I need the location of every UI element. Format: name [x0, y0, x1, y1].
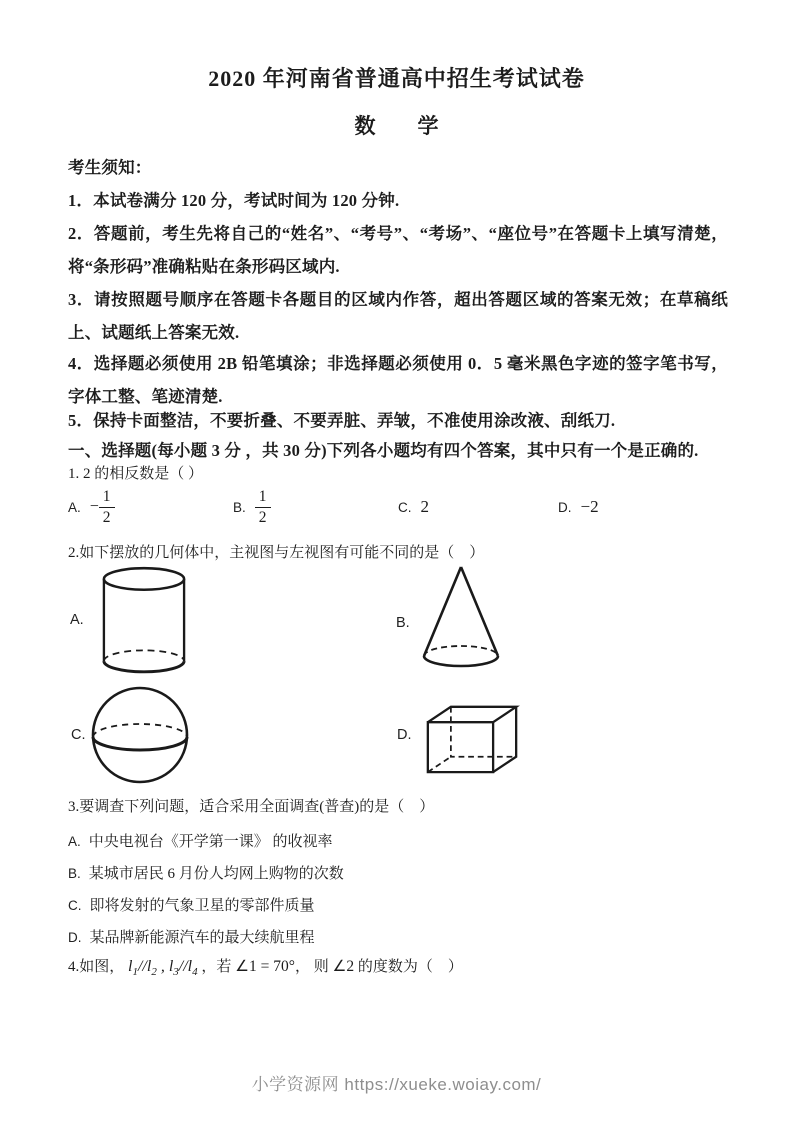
cuboid-figure: [424, 701, 520, 776]
q3-option-d: [68, 926, 315, 947]
q3-option-b: [68, 862, 344, 883]
q1-option-b-value: [255, 488, 271, 527]
fraction-denominator: 2: [258, 508, 267, 526]
q3-option-b-label: B.: [68, 866, 81, 881]
q1-option-d-value: −2: [580, 497, 599, 516]
notice-item-1: 1．本试卷满分 120 分，考试时间为 120 分钟.: [68, 191, 400, 210]
q3-option-c-label: C.: [68, 898, 82, 913]
question-4-text: [68, 956, 748, 983]
q3-option-c: [68, 894, 315, 915]
notice-heading: 考生须知：: [68, 158, 152, 177]
minus-sign: −: [89, 498, 99, 515]
question-1-text: 1. 2 的相反数是（ ）: [68, 466, 204, 482]
q3-option-a-text: 中央电视台《开学第一课》 的收视率: [88, 834, 333, 850]
q4-angle2: ∠2: [332, 958, 355, 975]
fraction-denominator: 2: [102, 508, 111, 526]
q4-mid: ，若: [197, 959, 236, 975]
fraction-numerator: 1: [99, 488, 115, 508]
q2-option-b-label: B.: [396, 615, 410, 631]
q4-then: ， 则: [294, 959, 333, 975]
cylinder-figure: [100, 566, 188, 676]
q1-option-a-value: [90, 488, 115, 527]
q4-angle1: ∠1 = 70°: [235, 958, 295, 975]
q3-option-b-text: 某城市居民 6 月份人均网上购物的次数: [88, 866, 344, 882]
q1-option-a-label: A.: [68, 499, 81, 515]
fraction: [99, 488, 115, 527]
q3-option-c-text: 即将发射的气象卫星的零部件质量: [89, 898, 315, 914]
q1-option-b: [233, 484, 271, 530]
notice-item-5: 5．保持卡面整洁，不要折叠、不要弄脏、弄皱，不准使用涂改液、刮纸刀.: [68, 411, 616, 430]
q1-option-c-label: C.: [398, 499, 412, 515]
q4-suffix: 的度数为（ ）: [354, 959, 463, 975]
q2-option-d-label: D.: [397, 727, 412, 743]
q2-option-a-label: A.: [70, 612, 84, 628]
paper-subject: 数 学: [354, 114, 439, 138]
cone-figure: [421, 564, 501, 670]
q4-prefix: 4.如图，: [68, 959, 129, 975]
fraction: [255, 488, 271, 527]
q3-option-a-label: A.: [68, 834, 81, 849]
paper-title: 2020 年河南省普通高中招生考试试卷: [208, 66, 585, 91]
notice-item-4: 4．选择题必须使用 2B 铅笔填涂；非选择题必须使用 0．5 毫米黑色字迹的签字笔书写，字体工整、笔迹清楚.: [68, 354, 728, 406]
q1-option-a: [68, 484, 115, 530]
section-heading: 一、选择题(每小题 3 分 ，共 30 分)下列各小题均有四个答案，其中只有一个是正确的.: [68, 441, 699, 460]
question-3-text: 3.要调查下列问题，适合采用全面调查(普查)的是（ ）: [68, 799, 435, 815]
q4-math-lines: $l_1//l_2$ , $l_3//l_4$: [128, 958, 198, 979]
notice-item-3: 3．请按照题号顺序在答题卡各题目的区域内作答，超出答题区域的答案无效；在草稿纸上、试题纸上答案无效.: [68, 290, 728, 342]
q1-option-c-value: 2: [420, 497, 429, 516]
notice-item-2: 2．答题前，考生先将自己的“姓名”、“考号”、“考场”、“座位号”在答题卡上填写清楚，将“条形码”准确粘贴在条形码区域内.: [68, 224, 728, 276]
q1-option-d: [558, 484, 599, 530]
question-2-text: 2.如下摆放的几何体中，主视图与左视图有可能不同的是（ ）: [68, 545, 485, 561]
q3-option-a: [68, 830, 333, 851]
q3-option-d-label: D.: [68, 930, 82, 945]
fraction-numerator: 1: [255, 488, 271, 508]
site-watermark: 小学资源网 https://xueke.woiay.com/: [251, 1075, 542, 1094]
q1-option-d-label: D.: [558, 499, 572, 515]
sphere-figure: [88, 685, 192, 785]
q3-option-d-text: 某品牌新能源汽车的最大续航里程: [89, 930, 315, 946]
q2-option-c-label: C.: [71, 727, 86, 743]
q1-option-b-label: B.: [233, 499, 246, 515]
q1-option-c: [398, 484, 429, 530]
